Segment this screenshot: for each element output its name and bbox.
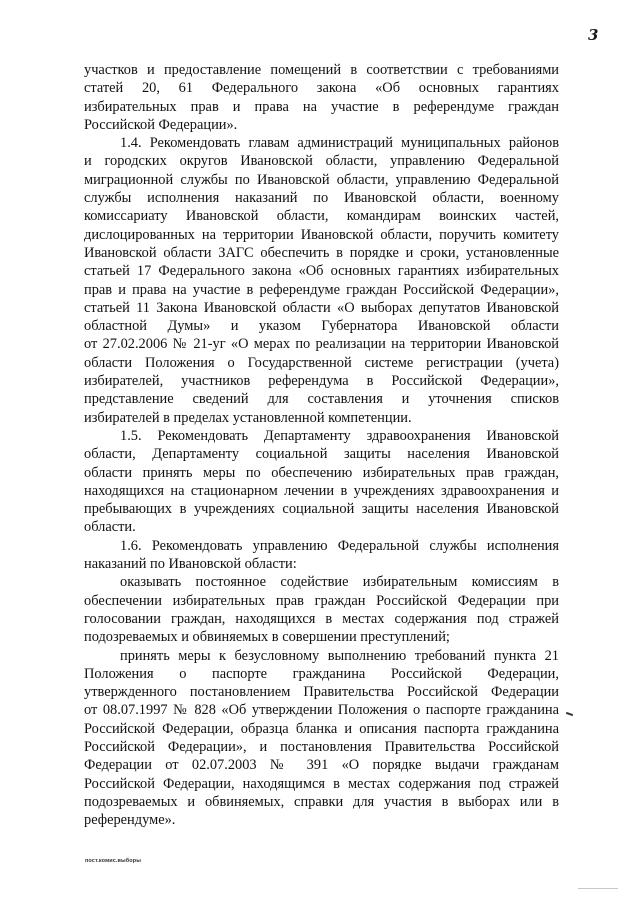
text-line: избирательных прав и права на участие в референдуме граждан [84, 98, 559, 115]
text-line: подозреваемых и обвиняемых, справки для участия в выборах или в [84, 793, 559, 810]
paragraph-item-1-6 [84, 537, 559, 574]
text-line: статьей 17 Федерального закона «Об основных гарантиях избирательных [84, 263, 559, 280]
text-line: подозреваемых и обвиняемых в совершении преступлений; [84, 629, 450, 646]
text-line: референдуме». [84, 812, 176, 829]
paragraph-assist-commissions [84, 573, 559, 646]
text-line: утвержденного постановлением Правительства Российской Федерации [84, 684, 559, 701]
paragraph-passport-measures [84, 647, 559, 830]
document-body [84, 61, 559, 829]
text-line: областной Думы» и указом Губернатора Ивановской области [84, 318, 559, 335]
text-line: избирателей, участников референдума в Российской Федерации», [84, 373, 559, 390]
paragraph-item-1-4 [84, 134, 559, 427]
text-line: Положения о паспорте гражданина Российской Федерации, [84, 665, 559, 682]
text-line: статьей 11 Закона Ивановской области «О выборах депутатов Ивановской [84, 299, 559, 316]
text-line: миграционной службы по Ивановской области, управлению Федеральной [84, 171, 559, 188]
text-line: представление сведений для составления и уточнения списков [84, 391, 559, 408]
footer-file-slug: пост.комис.выборы [85, 858, 142, 864]
page-number: 3 [588, 26, 599, 44]
text-line: голосовании граждан, находящихся в местах содержания под стражей [84, 610, 559, 627]
paragraph-continuation [84, 61, 559, 134]
text-line: Российской Федерации, находящимся в местах содержания под стражей [84, 775, 559, 792]
scan-artifact [578, 888, 618, 889]
text-line: от 08.07.1997 № 828 «Об утверждении Положения о паспорте гражданина [84, 702, 559, 719]
text-line: Федерации от 02.07.2003 № 391 «О порядке выдачи гражданам [84, 757, 559, 774]
text-line: находящихся на стационарном лечении в учреждениях здравоохранения и [84, 482, 559, 499]
text-line: избирателей в пределах установленной компетенции. [84, 409, 412, 426]
text-line: принять меры к безусловному выполнению требований пункта 21 [120, 647, 559, 664]
text-line: комиссариату Ивановской области, командирам воинских частей, [84, 208, 559, 225]
text-line: 1.5. Рекомендовать Департаменту здравоохранения Ивановской [120, 427, 559, 444]
text-line: участков и предоставление помещений в соответствии с требованиями [84, 62, 559, 78]
text-line: службы исполнения наказаний по Ивановской области, военному [84, 190, 559, 207]
margin-mark [566, 712, 573, 716]
text-line: прав и права на участие в референдуме граждан Российской Федерации», [84, 281, 559, 298]
text-line: 1.6. Рекомендовать управлению Федеральной службы исполнения [120, 537, 559, 554]
text-line: пребывающих в учреждениях социальной защиты населения Ивановской [84, 501, 559, 518]
text-line: Российской Федерации, образца бланка и описания паспорта гражданина [84, 720, 559, 737]
text-line: области. [84, 519, 136, 536]
text-line: 1.4. Рекомендовать главам администраций муниципальных районов [120, 135, 559, 152]
paragraph-item-1-5 [84, 427, 559, 537]
text-line: оказывать постоянное содействие избирательным комиссиям в [120, 574, 559, 591]
text-line: наказаний по Ивановской области: [84, 556, 297, 573]
text-line: статей 20, 61 Федерального закона «Об основных гарантиях [84, 80, 559, 97]
text-line: области принять меры по обеспечению избирательных прав граждан, [84, 464, 559, 481]
text-line: Российской Федерации», и постановления Правительства Российской [84, 738, 559, 755]
text-line: области, Департаменту социальной защиты населения Ивановской [84, 446, 559, 463]
text-line: Ивановской области ЗАГС обеспечить в порядке и сроки, установленные [84, 244, 559, 261]
text-line: обеспечении избирательных прав граждан Российской Федерации при [84, 592, 559, 609]
text-line: дислоцированных на территории Ивановской области, поручить комитету [84, 226, 559, 243]
text-line: Российской Федерации». [84, 116, 238, 133]
text-line: и городских округов Ивановской области, управлению Федеральной [84, 153, 559, 170]
text-line: от 27.02.2006 № 21-уг «О мерах по реализации на территории Ивановской [84, 336, 559, 353]
text-line: области Положения о Государственной системе регистрации (учета) [84, 354, 559, 371]
